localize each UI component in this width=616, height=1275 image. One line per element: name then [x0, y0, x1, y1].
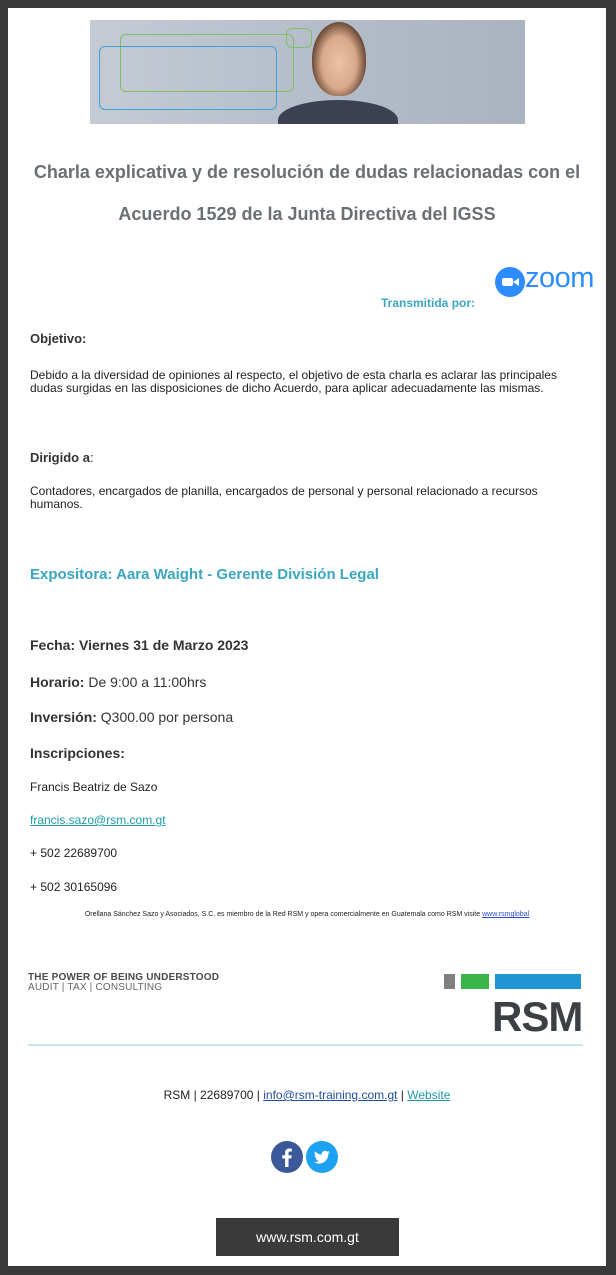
- woman-portrait-body: [278, 100, 398, 124]
- footer-website-link[interactable]: Website: [407, 1088, 451, 1102]
- rsm-bar-gray: [444, 974, 455, 989]
- audience-text: Contadores, encargados de planilla, encargados de personal y personal relacionado a recursos humanos.: [30, 484, 538, 511]
- email-body: [8, 8, 606, 1266]
- zoom-wordmark: zoom: [525, 262, 594, 294]
- audience-heading: [30, 450, 94, 465]
- event-price: [30, 709, 233, 725]
- rsmglobal-link[interactable]: www.rsmglobal: [482, 911, 530, 918]
- price-value: Q300.00 por persona: [96, 709, 234, 725]
- event-date: Fecha: Viernes 31 de Marzo 2023: [30, 637, 249, 653]
- twitter-icon[interactable]: [306, 1141, 338, 1173]
- contact-email-link[interactable]: francis.sazo@rsm.com.gt: [30, 813, 166, 827]
- event-title-line1: Charla explicativa y de resolución de dudas relacionadas con el: [33, 162, 581, 182]
- woman-portrait: [312, 22, 366, 96]
- audience-heading-label: Dirigido a: [30, 450, 90, 465]
- price-label: Inversión:: [30, 709, 97, 725]
- footer-contact: [8, 1088, 606, 1102]
- header-banner-image: [90, 20, 525, 124]
- contact-name: Francis Beatriz de Sazo: [30, 780, 158, 794]
- footer-divider: [28, 1044, 583, 1046]
- objective-text: Debido a la diversidad de opiniones al respecto, el objetivo de esta charla es aclarar las principales dudas surgidas en las disposiciones de dicho Acuerdo, para aplicar adecuadamente las mismas.: [30, 368, 557, 395]
- website-button[interactable]: www.rsm.com.gt: [216, 1218, 399, 1256]
- facebook-icon[interactable]: [271, 1141, 303, 1173]
- footer-separator: |: [397, 1088, 408, 1102]
- footer-contact-prefix: RSM | 22689700 |: [163, 1088, 264, 1102]
- contact-phone-1: + 502 22689700: [30, 846, 118, 860]
- fineprint-text: Orellana Sánchez Sazo y Asociados, S.C. es miembro de la Red RSM y opera comercialmente en Guatemala como RSM visite: [84, 911, 483, 918]
- zoom-logo: [495, 262, 594, 299]
- time-value: De 9:00 a 11:00hrs: [84, 674, 207, 690]
- time-label: Horario:: [30, 674, 85, 690]
- registration-heading: Inscripciones:: [30, 745, 125, 761]
- audience-heading-colon: :: [89, 450, 94, 465]
- speaker-line: Expositora: Aara Waight - Gerente División Legal: [30, 566, 379, 583]
- tagline-services: AUDIT | TAX | CONSULTING: [28, 982, 163, 993]
- zoom-camera-icon: [495, 267, 525, 297]
- broadcast-label: Transmitida por:: [381, 296, 476, 310]
- decorative-frame-blue: [99, 46, 277, 110]
- legal-fineprint: [8, 911, 606, 918]
- rsm-bar-green: [461, 974, 489, 989]
- tagline-power: THE POWER OF BEING UNDERSTOOD: [28, 972, 220, 983]
- objective-heading: Objetivo:: [30, 331, 87, 346]
- contact-phone-2: + 502 30165096: [30, 880, 118, 894]
- contact-email-row: [30, 813, 166, 827]
- decorative-frame-small: [286, 28, 312, 48]
- rsm-bar-blue: [495, 974, 581, 989]
- rsm-logo: RSM: [492, 993, 583, 1040]
- brand-tagline: [28, 973, 219, 993]
- event-title-line2: Acuerdo 1529 de la Junta Directiva del IGSS: [118, 204, 496, 224]
- footer-email-link[interactable]: info@rsm-training.com.gt: [263, 1088, 398, 1102]
- event-time: [30, 674, 206, 690]
